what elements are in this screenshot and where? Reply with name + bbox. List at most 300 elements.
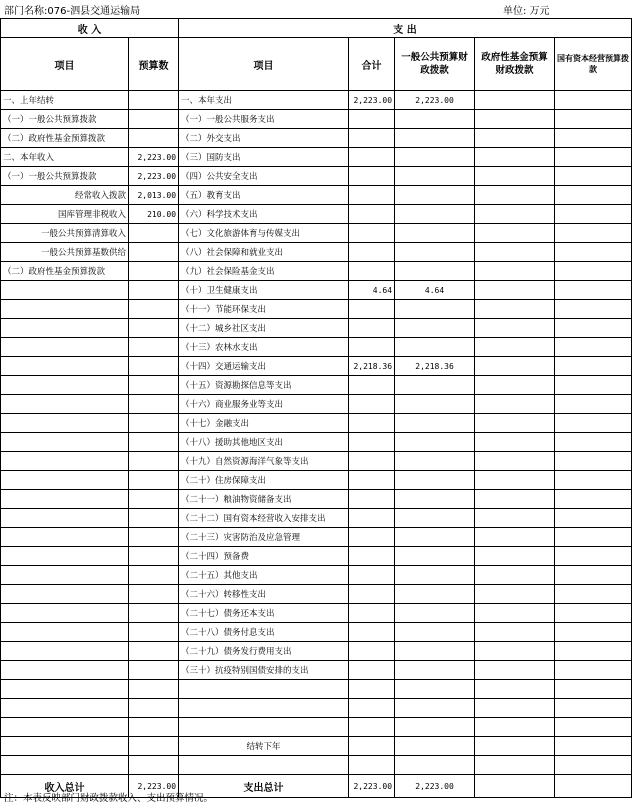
expense-soe [555,357,632,376]
expense-soe [555,205,632,224]
expense-soe [555,585,632,604]
expense-soe [555,186,632,205]
income-item: 国库管理非税收入 [1,205,129,224]
expense-soe [555,148,632,167]
income-budget [129,395,179,414]
expense-total [349,205,395,224]
income-item [1,661,129,680]
income-budget [129,319,179,338]
expense-total [349,452,395,471]
income-budget [129,680,179,699]
expense-total-sum: 2,223.00 [349,775,395,798]
income-budget: 2,223.00 [129,167,179,186]
table-row [1,319,632,338]
expense-soe [555,718,632,737]
expense-general [395,623,475,642]
department-name: 部门名称:076-泗县交通运输局 [4,6,141,17]
expense-item: （二十三）灾害防治及应急管理 [179,528,349,547]
table-row [1,528,632,547]
expense-soe [555,281,632,300]
income-item [1,566,129,585]
income-item [1,585,129,604]
table-row [1,452,632,471]
table-row [1,376,632,395]
expense-soe [555,91,632,110]
expense-soe [555,623,632,642]
expense-fund [475,300,555,319]
expense-item: （十二）城乡社区支出 [179,319,349,338]
income-budget [129,509,179,528]
table-row [1,680,632,699]
expense-total [349,319,395,338]
expense-total [349,623,395,642]
expense-general [395,680,475,699]
expense-general: 4.64 [395,281,475,300]
table-row [1,91,632,110]
expense-soe [555,509,632,528]
expense-soe [555,680,632,699]
expense-fund [475,414,555,433]
expense-total [349,642,395,661]
expense-total [349,414,395,433]
expense-item: （二十五）其他支出 [179,566,349,585]
expense-fund [475,490,555,509]
income-item: （二）政府性基金预算拨款 [1,262,129,281]
table-row [1,129,632,148]
income-section-header: 收 入 [1,19,179,38]
expense-item: （九）社会保险基金支出 [179,262,349,281]
expense-fund [475,661,555,680]
expense-item: （四）公共安全支出 [179,167,349,186]
table-note: 注：本表反映部门财政拨款收入、支出预算情况。 [4,793,214,804]
expense-soe [555,756,632,775]
expense-general [395,547,475,566]
table-row [1,585,632,604]
income-budget [129,376,179,395]
expense-total [349,300,395,319]
expense-soe [555,642,632,661]
expense-item: （八）社会保障和就业支出 [179,243,349,262]
table-row [1,661,632,680]
expense-total [349,756,395,775]
expense-soe [555,224,632,243]
expense-item: （二十六）转移性支出 [179,585,349,604]
expense-fund [475,338,555,357]
expense-item: （十）卫生健康支出 [179,281,349,300]
expense-item: （十六）商业服务业等支出 [179,395,349,414]
expense-item: （十五）资源勘探信息等支出 [179,376,349,395]
expense-item: （五）教育支出 [179,186,349,205]
table-row [1,300,632,319]
expense-item: （二十二）国有资本经营收入安排支出 [179,509,349,528]
income-item [1,756,129,775]
expense-item [179,756,349,775]
table-row [1,471,632,490]
income-budget [129,338,179,357]
expense-soe [555,300,632,319]
expense-soe [555,528,632,547]
expense-general [395,642,475,661]
expense-item: （二十一）粮油物资储备支出 [179,490,349,509]
income-item [1,528,129,547]
income-budget: 210.00 [129,205,179,224]
expense-item: （三）国防支出 [179,148,349,167]
income-budget [129,756,179,775]
expense-fund [475,224,555,243]
expense-total: 2,223.00 [349,91,395,110]
expense-general [395,604,475,623]
expense-soe [555,129,632,148]
income-budget [129,91,179,110]
expense-item: （二十）住房保障支出 [179,471,349,490]
expense-soe [555,452,632,471]
income-budget [129,718,179,737]
expense-general [395,433,475,452]
income-item [1,547,129,566]
income-item [1,414,129,433]
expense-soe [555,661,632,680]
expense-fund [475,585,555,604]
expense-section-header: 支 出 [179,19,632,38]
expense-item: （二十四）预备费 [179,547,349,566]
expense-fund [475,547,555,566]
expense-item: （十九）自然资源海洋气象等支出 [179,452,349,471]
expense-general [395,148,475,167]
expense-item [179,718,349,737]
expense-item: （一）一般公共服务支出 [179,110,349,129]
income-item [1,357,129,376]
expense-fund [475,243,555,262]
income-budget [129,490,179,509]
expense-general [395,566,475,585]
expense-soe [555,376,632,395]
income-item: 一般公共预算清算收入 [1,224,129,243]
expense-fund [475,452,555,471]
income-budget [129,300,179,319]
income-budget [129,585,179,604]
expense-fund [475,623,555,642]
expense-item: （六）科学技术支出 [179,205,349,224]
expense-item: （二十八）债务付息支出 [179,623,349,642]
expense-fund [475,319,555,338]
income-budget [129,566,179,585]
expense-total [349,566,395,585]
expense-soe [555,319,632,338]
income-item: 经常收入拨款 [1,186,129,205]
expense-total-fund [475,775,555,798]
expense-general: 2,218.36 [395,357,475,376]
income-item [1,490,129,509]
expense-general [395,224,475,243]
income-item: （一）一般公共预算拨款 [1,110,129,129]
expense-general [395,585,475,604]
income-item [1,376,129,395]
expense-soe [555,262,632,281]
income-budget [129,262,179,281]
expense-total [349,680,395,699]
expense-total [349,604,395,623]
income-item [1,452,129,471]
table-row [1,623,632,642]
expense-general [395,167,475,186]
income-item [1,737,129,756]
expense-item: 一、本年支出 [179,91,349,110]
table-row [1,756,632,775]
expense-general [395,528,475,547]
expense-soe [555,604,632,623]
table-row [1,186,632,205]
table-row [1,262,632,281]
expense-general [395,661,475,680]
expense-item: 结转下年 [179,737,349,756]
expense-soe [555,338,632,357]
income-item: 二、本年收入 [1,148,129,167]
col-budget: 预算数 [129,38,179,91]
col-soe-budget: 国有资本经营预算拨款 [555,38,632,91]
income-budget [129,110,179,129]
expense-item: （二十七）债务还本支出 [179,604,349,623]
expense-general [395,471,475,490]
expense-soe [555,490,632,509]
table-row [1,566,632,585]
expense-fund [475,262,555,281]
expense-soe [555,566,632,585]
table-row [1,281,632,300]
expense-general [395,110,475,129]
expense-total [349,547,395,566]
income-budget [129,699,179,718]
expense-soe [555,737,632,756]
expense-total [349,661,395,680]
income-item [1,281,129,300]
expense-general [395,376,475,395]
expense-general [395,490,475,509]
expense-total [349,262,395,281]
expense-soe [555,243,632,262]
expense-fund [475,756,555,775]
col-item-left: 项目 [1,38,129,91]
expense-total [349,471,395,490]
expense-general: 2,223.00 [395,91,475,110]
expense-fund [475,471,555,490]
expense-item: （二）外交支出 [179,129,349,148]
expense-fund [475,357,555,376]
expense-fund [475,528,555,547]
income-budget [129,357,179,376]
table-row [1,243,632,262]
expense-fund [475,91,555,110]
expense-item: （十七）金融支出 [179,414,349,433]
expense-total [349,737,395,756]
expense-total [349,110,395,129]
expense-total [349,433,395,452]
expense-general [395,452,475,471]
expense-soe [555,471,632,490]
expense-fund [475,433,555,452]
income-total-value: 2,223.00 [129,775,179,798]
income-budget [129,604,179,623]
income-budget [129,661,179,680]
income-item [1,509,129,528]
expense-general [395,129,475,148]
income-budget [129,224,179,243]
expense-soe [555,547,632,566]
expense-fund [475,718,555,737]
expense-total [349,718,395,737]
income-budget: 2,013.00 [129,186,179,205]
income-item [1,699,129,718]
table-row [1,167,632,186]
income-budget [129,243,179,262]
expense-general [395,756,475,775]
expense-item: （七）文化旅游体育与传媒支出 [179,224,349,243]
expense-soe [555,167,632,186]
expense-fund [475,737,555,756]
expense-general [395,718,475,737]
table-row [1,110,632,129]
income-item: （一）一般公共预算拨款 [1,167,129,186]
expense-fund [475,129,555,148]
expense-fund [475,110,555,129]
unit-label: 单位: 万元 [503,6,550,17]
expense-total: 2,218.36 [349,357,395,376]
income-item [1,395,129,414]
expense-fund [475,642,555,661]
col-item-right: 项目 [179,38,349,91]
income-budget [129,737,179,756]
table-row [1,718,632,737]
expense-item [179,699,349,718]
expense-general [395,262,475,281]
table-row [1,547,632,566]
income-item: （二）政府性基金预算拨款 [1,129,129,148]
col-total: 合计 [349,38,395,91]
expense-soe [555,110,632,129]
income-budget [129,129,179,148]
expense-soe [555,699,632,718]
income-budget [129,547,179,566]
income-item: 一般公共预算基数供给 [1,243,129,262]
income-budget [129,528,179,547]
expense-total [349,243,395,262]
table-row [1,148,632,167]
table-row [1,490,632,509]
expense-item [179,680,349,699]
expense-total [349,167,395,186]
expense-item: （三十）抗疫特别国债安排的支出 [179,661,349,680]
expense-general [395,186,475,205]
expense-total [349,490,395,509]
expense-fund [475,699,555,718]
budget-table [0,18,632,798]
expense-item: （二十九）债务发行费用支出 [179,642,349,661]
expense-general [395,300,475,319]
expense-fund [475,604,555,623]
expense-general [395,338,475,357]
expense-soe [555,395,632,414]
income-item [1,680,129,699]
income-budget [129,414,179,433]
expense-total-label: 支出总计 [179,775,349,798]
expense-fund [475,281,555,300]
expense-fund [475,680,555,699]
expense-total [349,585,395,604]
expense-general [395,395,475,414]
expense-total [349,129,395,148]
expense-fund [475,205,555,224]
expense-item: （十八）援助其他地区支出 [179,433,349,452]
expense-total [349,338,395,357]
table-row [1,224,632,243]
income-item [1,718,129,737]
expense-total [349,395,395,414]
table-row [1,395,632,414]
expense-general [395,205,475,224]
income-item [1,471,129,490]
income-item [1,433,129,452]
income-budget: 2,223.00 [129,148,179,167]
income-total-label: 收入总计 [1,775,129,798]
income-item [1,300,129,319]
expense-total-soe [555,775,632,798]
expense-item: （十一）节能环保支出 [179,300,349,319]
expense-fund [475,566,555,585]
expense-general [395,699,475,718]
expense-soe [555,433,632,452]
income-item [1,338,129,357]
income-item: 一、上年结转 [1,91,129,110]
expense-total [349,376,395,395]
table-row [1,737,632,756]
table-row [1,338,632,357]
expense-fund [475,167,555,186]
expense-total-general: 2,223.00 [395,775,475,798]
expense-total [349,224,395,243]
table-row [1,604,632,623]
income-budget [129,623,179,642]
expense-total [349,186,395,205]
expense-fund [475,509,555,528]
income-item [1,604,129,623]
expense-general [395,319,475,338]
table-row [1,509,632,528]
income-item [1,623,129,642]
expense-general [395,243,475,262]
expense-general [395,414,475,433]
expense-general [395,737,475,756]
income-budget [129,642,179,661]
table-row [1,414,632,433]
expense-general [395,509,475,528]
expense-total [349,528,395,547]
income-budget [129,433,179,452]
income-item [1,319,129,338]
expense-item: （十三）农林水支出 [179,338,349,357]
table-row [1,642,632,661]
table-row [1,433,632,452]
income-budget [129,471,179,490]
col-general-budget: 一般公共预算财政拨款 [395,38,475,91]
table-row [1,699,632,718]
expense-fund [475,148,555,167]
expense-fund [475,186,555,205]
expense-total: 4.64 [349,281,395,300]
income-budget [129,452,179,471]
expense-total [349,148,395,167]
table-row [1,357,632,376]
income-budget [129,281,179,300]
expense-soe [555,414,632,433]
